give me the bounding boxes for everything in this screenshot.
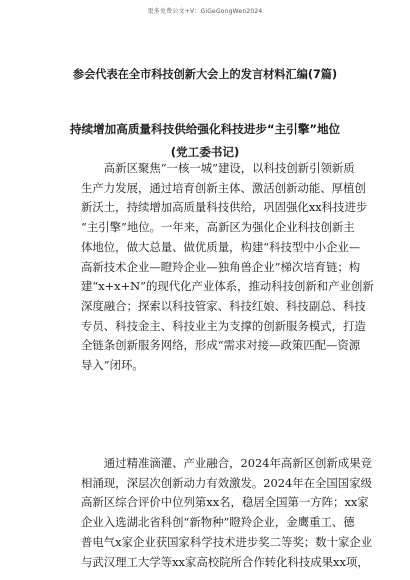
paragraph-line: 普电气x家企业获国家科学技术进步奖二等奖；数十家企业: [81, 534, 373, 549]
paragraph-line: 新沃土，持续增加高质量科技供给，巩固强化xx科技进步: [81, 200, 368, 215]
paragraph-line: 生产力发展，通过培育创新主体、激活创新动能、厚植创: [81, 180, 366, 195]
paragraph-line: 与武汉理工大学等xx家高校院所合作转化科技成果xx项，: [81, 554, 369, 569]
speech-title: 持续增加高质量科技供给强化科技进步“主引擎”地位: [69, 122, 341, 136]
paragraph-line: 全链条创新服务网络，形成“需求对接—政策匹配—资源: [81, 338, 361, 353]
paragraph-line: 高新技术企业—瞪羚企业—独角兽企业”梯次培育链；构: [81, 259, 361, 274]
paragraph-line: 高新区聚焦“一核一城”建设，以科技创新引领新质: [81, 161, 355, 175]
paragraph-line: 建“x+x+N”的现代化产业体系，推动科技创新和产业创新: [81, 279, 374, 294]
paragraph-2: [81, 454, 373, 572]
paragraph-line: 专员、科技金主、科技业主为支撑的创新服务模式，打造: [81, 318, 366, 333]
paragraph-1: [81, 159, 374, 376]
paragraph-line: 导入”闭环。: [81, 358, 144, 373]
paragraph-line: 相涌现，深层次创新动力有效激发。2024年在全国国家级: [81, 475, 372, 490]
paragraph-line: 企业入选湖北省科创“新物种”瞪羚企业，金鹰重工、德: [81, 515, 355, 530]
speech-subtitle: (党工委书记): [170, 145, 240, 159]
paragraph-line: 深度融合；探索以科技管家、科技红娘、科技副总、科技: [81, 298, 366, 313]
paragraph-line: “主引擎”地位。一年来，高新区为强化企业科技创新主: [81, 220, 355, 235]
watermark-text: 更多免费公文+V：GiGeGongWen2024: [147, 8, 263, 15]
paragraph-line: 通过精准滴灌、产业融合，2024年高新区创新成果竞: [81, 456, 372, 470]
paragraph-line: 体地位，做大总量、做优质量，构建“科技型中小企业—: [81, 239, 361, 254]
document-title: 参会代表在全市科技创新大会上的发言材料汇编(7篇): [72, 68, 338, 81]
paragraph-line: 高新区综合评价中位列第xx名，稳居全国第一方阵；xx家: [81, 495, 369, 510]
